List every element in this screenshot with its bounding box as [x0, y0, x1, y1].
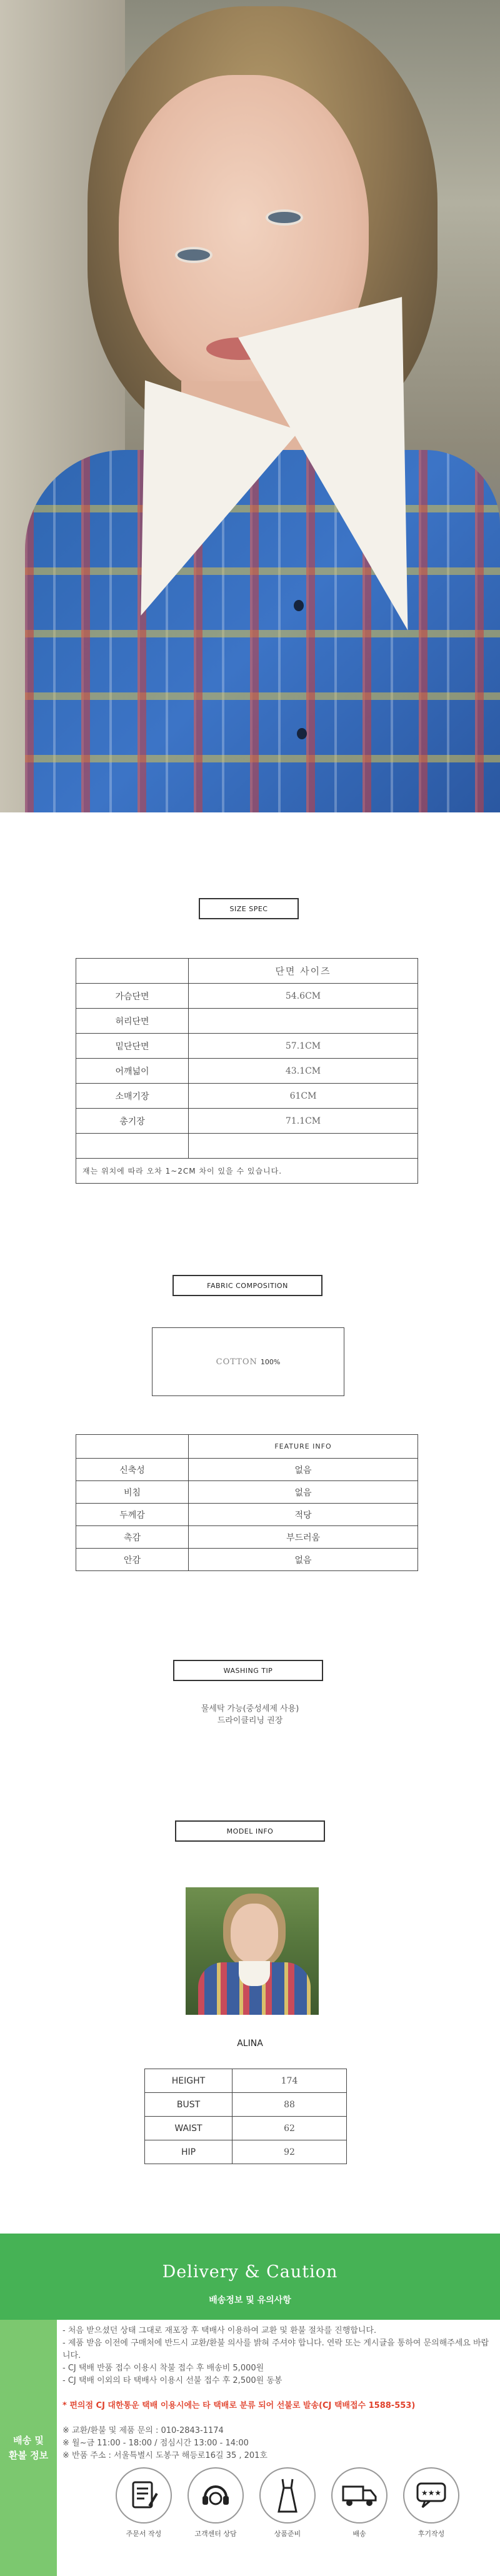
feature-header: FEATURE INFO [189, 1435, 418, 1459]
process-step [184, 2467, 247, 2542]
spec-label: 밑단단면 [76, 1034, 189, 1059]
model-info-title [175, 1820, 325, 1842]
size-spec-header: 단면 사이즈 [189, 959, 418, 984]
dress-icon [259, 2467, 316, 2524]
washing-line-2: 드라이클리닝 권장 [217, 1716, 283, 1725]
spec-value: 43.1CM [189, 1059, 418, 1084]
size-spec-table [76, 958, 418, 1184]
model-name: ALINA [237, 2039, 263, 2049]
feature-label: 신축성 [76, 1459, 189, 1481]
size-spec-note: 재는 위치에 따라 오차 1~2CM 차이 있을 수 있습니다. [76, 1159, 418, 1184]
feature-label: 안감 [76, 1549, 189, 1571]
table-row [145, 2069, 347, 2093]
size-spec-header-row [76, 959, 418, 984]
table-row [76, 1549, 418, 1571]
feature-value: 부드러움 [189, 1526, 418, 1549]
spec-label: 허리단면 [76, 1009, 189, 1034]
model-measure-value: 174 [232, 2069, 347, 2093]
feature-value: 없음 [189, 1549, 418, 1571]
fabric-composition-title [172, 1275, 322, 1296]
table-row [145, 2117, 347, 2140]
delivery-note: - CJ 택배 이외의 타 택배사 이용시 선불 접수 후 2,500원 동봉 [62, 2376, 282, 2385]
model-measure-value: 62 [232, 2117, 347, 2140]
fabric-box [152, 1327, 344, 1396]
delivery-title-en: Delivery & Caution [162, 2262, 338, 2282]
fabric-percent: 100% [260, 1357, 281, 1366]
order-form-icon [116, 2467, 172, 2524]
delivery-note: - 처음 받으셨던 상태 그대로 재포장 후 택배사 이용하여 교환 및 환불 절차를 진행합니다. [62, 2326, 377, 2335]
model-measurements-table [144, 2069, 347, 2164]
feature-value: 없음 [189, 1459, 418, 1481]
process-caption: 후기작성 [418, 2530, 445, 2538]
table-row [76, 1481, 418, 1504]
table-row [145, 2140, 347, 2164]
delivery-caution-banner [0, 2234, 500, 2320]
table-row [76, 1084, 418, 1109]
feature-label: 비침 [76, 1481, 189, 1504]
side-label-line-1: 배송 및 [13, 2435, 44, 2446]
model-title-text: MODEL INFO [226, 1827, 274, 1835]
side-label-line-2: 환불 정보 [8, 2450, 49, 2461]
process-step [400, 2467, 462, 2542]
process-caption: 상품준비 [274, 2530, 301, 2538]
spec-value [189, 1009, 418, 1034]
washing-instructions [125, 1703, 375, 1727]
model-measure-label: BUST [145, 2093, 232, 2117]
spec-value: 71.1CM [189, 1109, 418, 1134]
hero-model-photo [0, 0, 500, 812]
contact-line: ※ 교환/환불 및 제품 문의 : 010-2843-1174 [62, 2426, 224, 2435]
delivery-note: - 제품 받음 이전에 구매처에 반드시 교환/환불 의사를 밝혀 주셔야 합니다. 연락 또는 게시글을 통하여 문의해주세요 바랍니다. [62, 2339, 489, 2360]
process-step [328, 2467, 391, 2542]
spec-value: 61CM [189, 1084, 418, 1109]
size-spec-header-blank [76, 959, 189, 984]
model-measure-value: 92 [232, 2140, 347, 2164]
table-row [76, 1059, 418, 1084]
model-measure-label: HEIGHT [145, 2069, 232, 2093]
contact-line: ※ 반품 주소 : 서울특별시 도봉구 해등로16길 35 , 201호 [62, 2451, 268, 2460]
spec-value: 54.6CM [189, 984, 418, 1009]
process-step [112, 2467, 175, 2542]
model-measure-label: WAIST [145, 2117, 232, 2140]
feature-value: 적당 [189, 1504, 418, 1526]
delivery-truck-icon [331, 2467, 388, 2524]
process-caption: 배송 [352, 2530, 366, 2538]
process-step [256, 2467, 319, 2542]
table-row [76, 1034, 418, 1059]
shirt-button [297, 728, 307, 739]
spec-label: 가슴단면 [76, 984, 189, 1009]
feature-label: 촉감 [76, 1526, 189, 1549]
size-spec-title [199, 898, 299, 919]
process-caption: 주문서 작성 [126, 2530, 162, 2538]
feature-value: 없음 [189, 1481, 418, 1504]
delivery-side-label [0, 2320, 57, 2576]
fabric-title-text: FABRIC COMPOSITION [207, 1281, 288, 1290]
delivery-note: - CJ 택배 반품 접수 이용시 착불 접수 후 배송비 5,000원 [62, 2364, 264, 2373]
table-row [76, 1109, 418, 1134]
model-thumbnail-photo [186, 1887, 319, 2015]
model-eye-right [266, 209, 303, 226]
model-measure-label: HIP [145, 2140, 232, 2164]
table-row [76, 1134, 418, 1159]
size-spec-title-text: SIZE SPEC [229, 904, 268, 913]
feature-header-blank [76, 1435, 189, 1459]
feature-header-row [76, 1435, 418, 1459]
spec-label [76, 1134, 189, 1159]
delivery-warning-note: * 편의점 CJ 대한통운 택배 이용시에는 타 택배로 분류 되어 선불로 발송(CJ 택배접수 1588-553) [62, 2401, 416, 2410]
spec-label: 소매기장 [76, 1084, 189, 1109]
delivery-process-icons [112, 2467, 462, 2542]
washing-title-text: WASHING TIP [223, 1666, 273, 1675]
shirt-button [294, 600, 304, 611]
svg-text:★★★: ★★★ [421, 2489, 442, 2497]
feature-info-table [76, 1434, 418, 1571]
contact-line: ※ 월~금 11:00 - 18:00 / 점심시간 13:00 - 14:00 [62, 2439, 249, 2448]
table-row [76, 1526, 418, 1549]
washing-line-1: 물세탁 가능(중성세제 사용) [201, 1704, 299, 1714]
delivery-title-ko: 배송정보 및 유의사항 [209, 2295, 291, 2305]
spec-label: 어깨넓이 [76, 1059, 189, 1084]
feature-label: 두께감 [76, 1504, 189, 1526]
fabric-material: COTTON [216, 1357, 258, 1367]
customer-center-icon [188, 2467, 244, 2524]
table-row [76, 1504, 418, 1526]
washing-tip-title [173, 1660, 323, 1681]
table-row [76, 984, 418, 1009]
spec-value [189, 1134, 418, 1159]
table-row [145, 2093, 347, 2117]
delivery-notes [62, 2325, 494, 2462]
review-icon [403, 2467, 459, 2524]
spec-value: 57.1CM [189, 1034, 418, 1059]
table-row [76, 1459, 418, 1481]
process-caption: 고객센터 상담 [194, 2530, 237, 2538]
size-spec-note-row [76, 1159, 418, 1184]
table-row [76, 1009, 418, 1034]
spec-label: 총기장 [76, 1109, 189, 1134]
model-eye-left [175, 247, 212, 263]
model-measure-value: 88 [232, 2093, 347, 2117]
